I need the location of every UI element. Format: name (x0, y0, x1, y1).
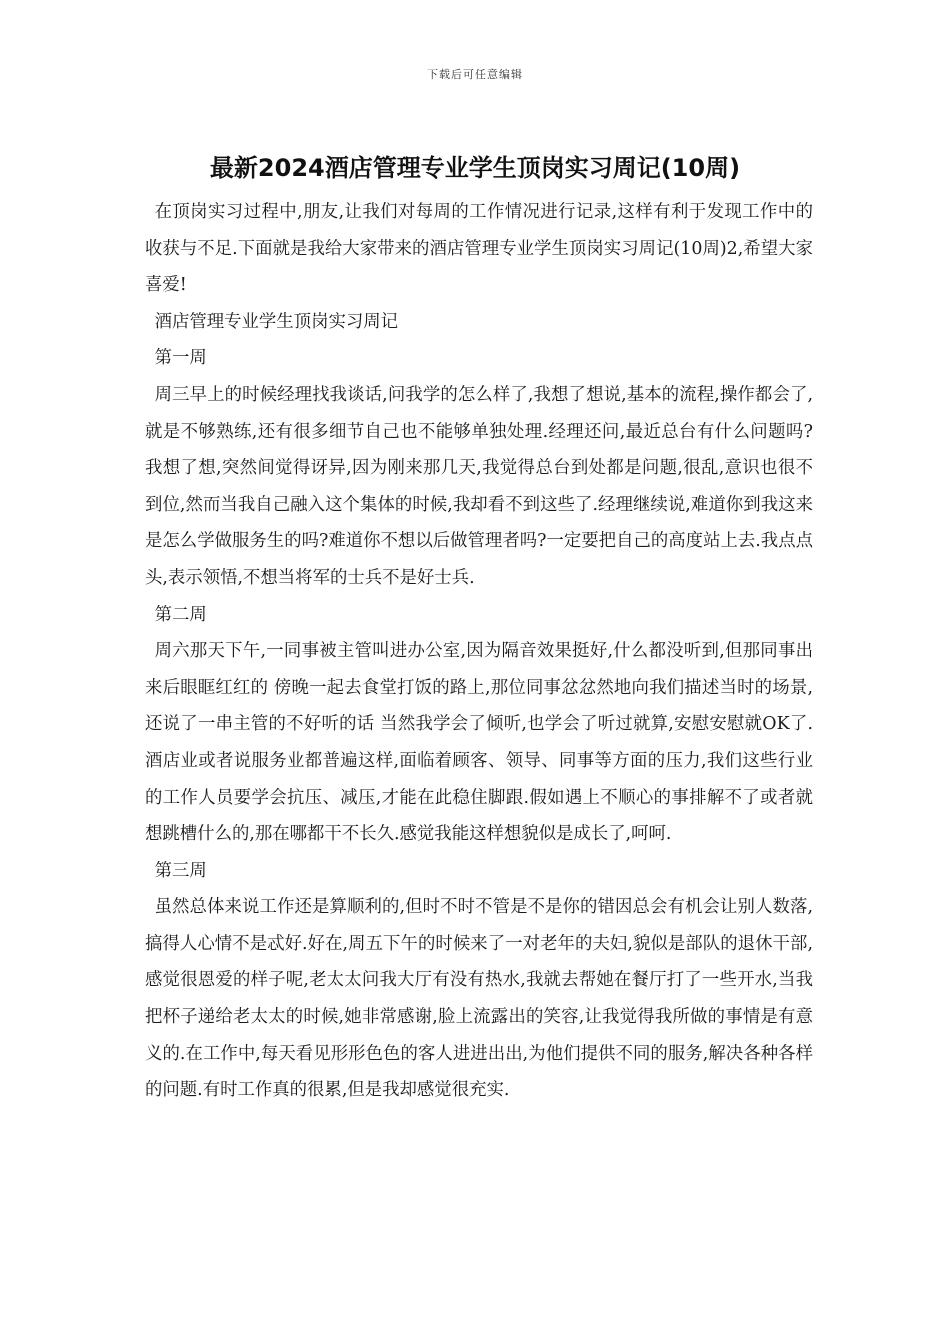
week-heading: 第三周 (154, 860, 207, 881)
week-paragraph: 周三早上的时候经理找我谈话,问我学的怎么样了,我想了想说,基本的流程,操作都会了,就是不够熟练,还有很多细节自己也不能够单独处理.经理还问,最近总台有什么问题吗?我想了想,突然间觉得讶异,因为刚来那几天,我觉得总台到处都是问题,很乱,意识也很不到位,然而当我自己融入这个集体的时候,我却看不到这些了.经理继续说,难道你到我这来是怎么学做服务生的吗?难道你不想以后做管理者吗?一定要把自己的高度站上去.我点点头,表示领悟,不想当将军的士兵不是好士兵. (145, 384, 813, 588)
section-heading: 酒店管理专业学生顶岗实习周记 (154, 311, 399, 332)
document-body (145, 194, 813, 1109)
week-heading: 第一周 (154, 348, 207, 369)
week-paragraph: 周六那天下午,一同事被主管叫进办公室,因为隔音效果挺好,什么都没听到,但那同事出来后眼眶红红的 傍晚一起去食堂打饭的路上,那位同事忿忿然地向我们描述当时的场景,还说了一串主管的不好听的话 当然我学会了倾听,也学会了听过就算,安慰安慰就OK了.酒店业或者说服务业都普遍这样,面临着顾客、领导、同事等方面的压力,我们这些行业的工作人员要学会抗压、减压,才能在此稳住脚跟.假如遇上不顺心的事排解不了或者就想跳槽什么的,那在哪都干不长久.感觉我能这样想貌似是成长了,呵呵. (145, 641, 813, 845)
document-title: 最新2024酒店管理专业学生顶岗实习周记(10周) (209, 154, 741, 182)
week-paragraph: 虽然总体来说工作还是算顺利的,但时不时不管是不是你的错因总会有机会让别人数落,搞得人心情不是忒好.好在,周五下午的时候来了一对老年的夫妇,貌似是部队的退休干部,感觉很恩爱的样子呢,老太太问我大厅有没有热水,我就去帮她在餐厅打了一些开水,当我把杯子递给老太太的时候,她非常感谢,脸上流露出的笑容,让我觉得我所做的事情是有意义的.在工作中,每天看见形形色色的客人进进出出,为他们提供不同的服务,解决各种各样的问题.有时工作真的很累,但是我却感觉很充实. (145, 897, 813, 1101)
week-heading: 第二周 (154, 604, 207, 625)
intro-paragraph: 在顶岗实习过程中,朋友,让我们对每周的工作情况进行记录,这样有利于发现工作中的收获与不足.下面就是我给大家带来的酒店管理专业学生顶岗实习周记(10周)2,希望大家喜爱! (145, 202, 813, 296)
header-note: 下载后可任意编辑 (427, 68, 523, 81)
